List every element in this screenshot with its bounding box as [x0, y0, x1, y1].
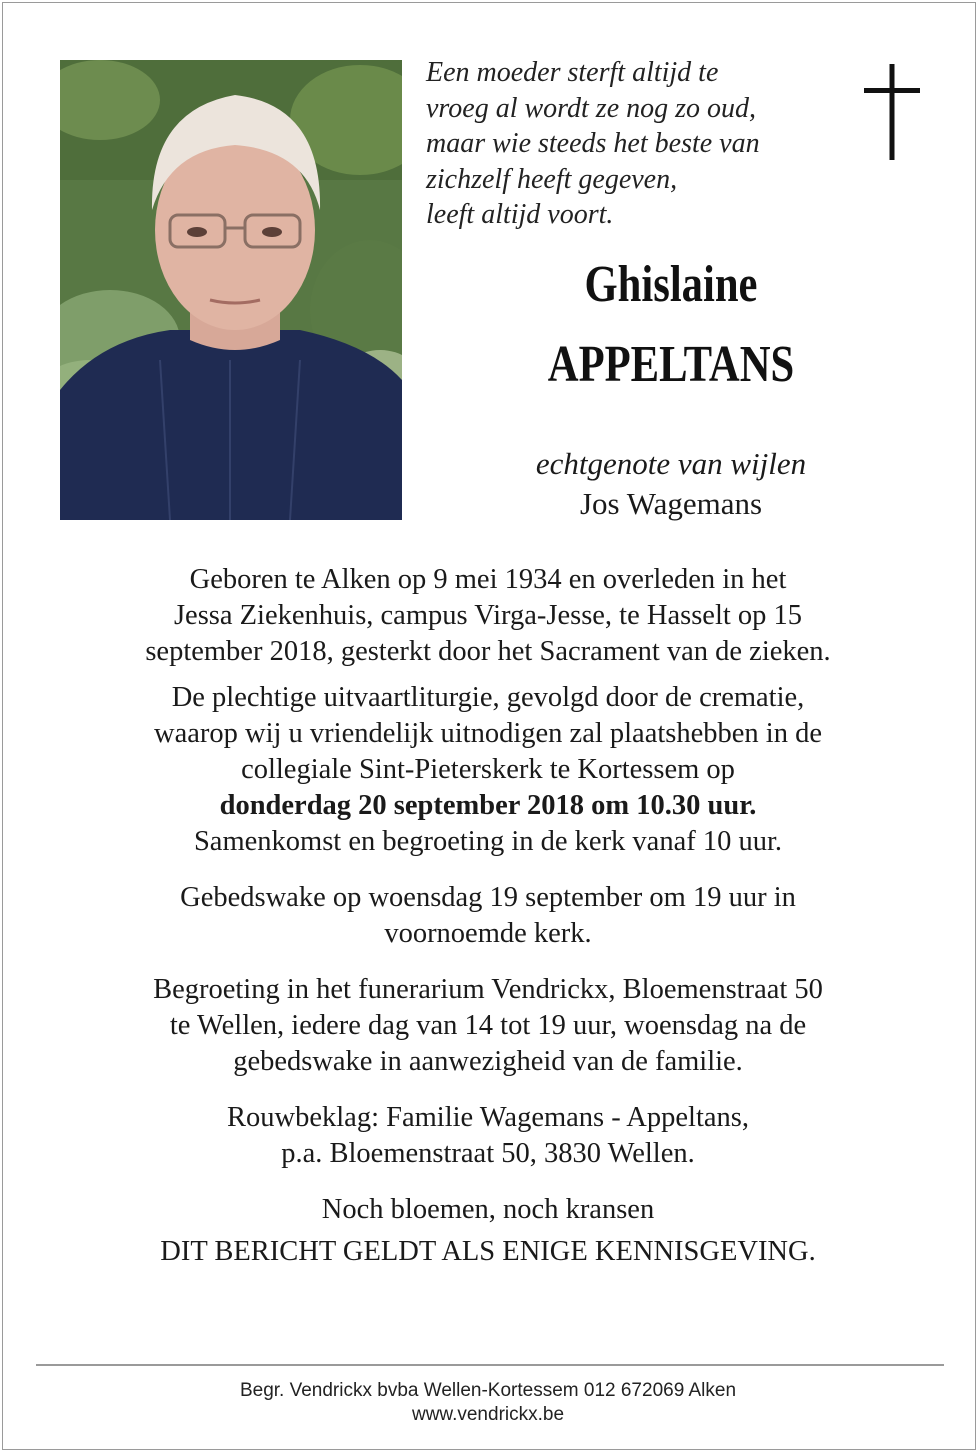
footer-website[interactable]: www.vendrickx.be [411, 1404, 565, 1425]
notice-line: DIT BERICHT GELDT ALS ENIGE KENNISGEVING. [160, 1236, 816, 1267]
spouse-name: Jos Wagemans [579, 486, 763, 521]
cross-icon [864, 64, 920, 160]
text-line: gebedswake in aanwezigheid van de familie. [233, 1046, 743, 1077]
text-line: september 2018, gesterkt door het Sacrament van de zieken. [145, 636, 831, 667]
text-line: te Wellen, iedere dag van 14 tot 19 uur, woensdag na de [169, 1010, 807, 1041]
text-line: Geboren te Alken op 9 mei 1934 en overleden in het [189, 564, 787, 595]
poem-line: Een moeder sterft altijd te [426, 57, 719, 88]
deceased-first-name: Ghislaine [584, 256, 758, 313]
text-line: De plechtige uitvaartliturgie, gevolgd door de crematie, [171, 682, 805, 713]
text-line: waarop wij u vriendelijk uitnodigen zal plaatshebben in de [154, 718, 822, 749]
gathering-info: Samenkomst en begroeting in de kerk vanaf 10 uur. [193, 826, 783, 857]
footer [40, 1379, 936, 1427]
funeral-paragraph [40, 680, 936, 860]
poem-line: zichzelf heeft gegeven, [426, 163, 678, 195]
text-line: Begroeting in het funerarium Vendrickx, Bloemenstraat 50 [153, 974, 823, 1005]
wake-paragraph [40, 880, 936, 952]
footer-divider [36, 1364, 944, 1366]
portrait-photo [60, 60, 402, 520]
deceased-last-name: APPELTANS [547, 336, 795, 393]
funeral-date: donderdag 20 september 2018 om 10.30 uur. [219, 790, 757, 821]
mourning-paragraph [40, 1100, 936, 1172]
visitation-paragraph [40, 972, 936, 1080]
poem-line: vroeg al wordt ze nog zo oud, [426, 92, 757, 124]
flowers-note: Noch bloemen, noch kransen [321, 1194, 655, 1225]
poem-line: maar wie steeds het beste van [426, 128, 760, 159]
footer-company: Begr. Vendrickx bvba Wellen-Kortessem 012 672069 Alken [239, 1380, 737, 1401]
poem-line: leeft altijd voort. [426, 199, 614, 230]
spouse-label: echtgenote van wijlen [535, 446, 807, 481]
text-line: Rouwbeklag: Familie Wagemans - Appeltans, [227, 1102, 749, 1133]
text-line: collegiale Sint-Pieterskerk te Kortessem op [241, 754, 735, 785]
announcement-body [40, 562, 936, 1270]
text-line: Gebedswake op woensdag 19 september om 19 uur in [180, 882, 796, 913]
poem [426, 55, 846, 233]
text-line: voornoemde kerk. [384, 918, 592, 949]
birth-death-paragraph [40, 562, 936, 670]
text-line: Jessa Ziekenhuis, campus Virga-Jesse, te Hasselt op 15 [173, 600, 803, 631]
text-line: p.a. Bloemenstraat 50, 3830 Wellen. [281, 1138, 695, 1169]
